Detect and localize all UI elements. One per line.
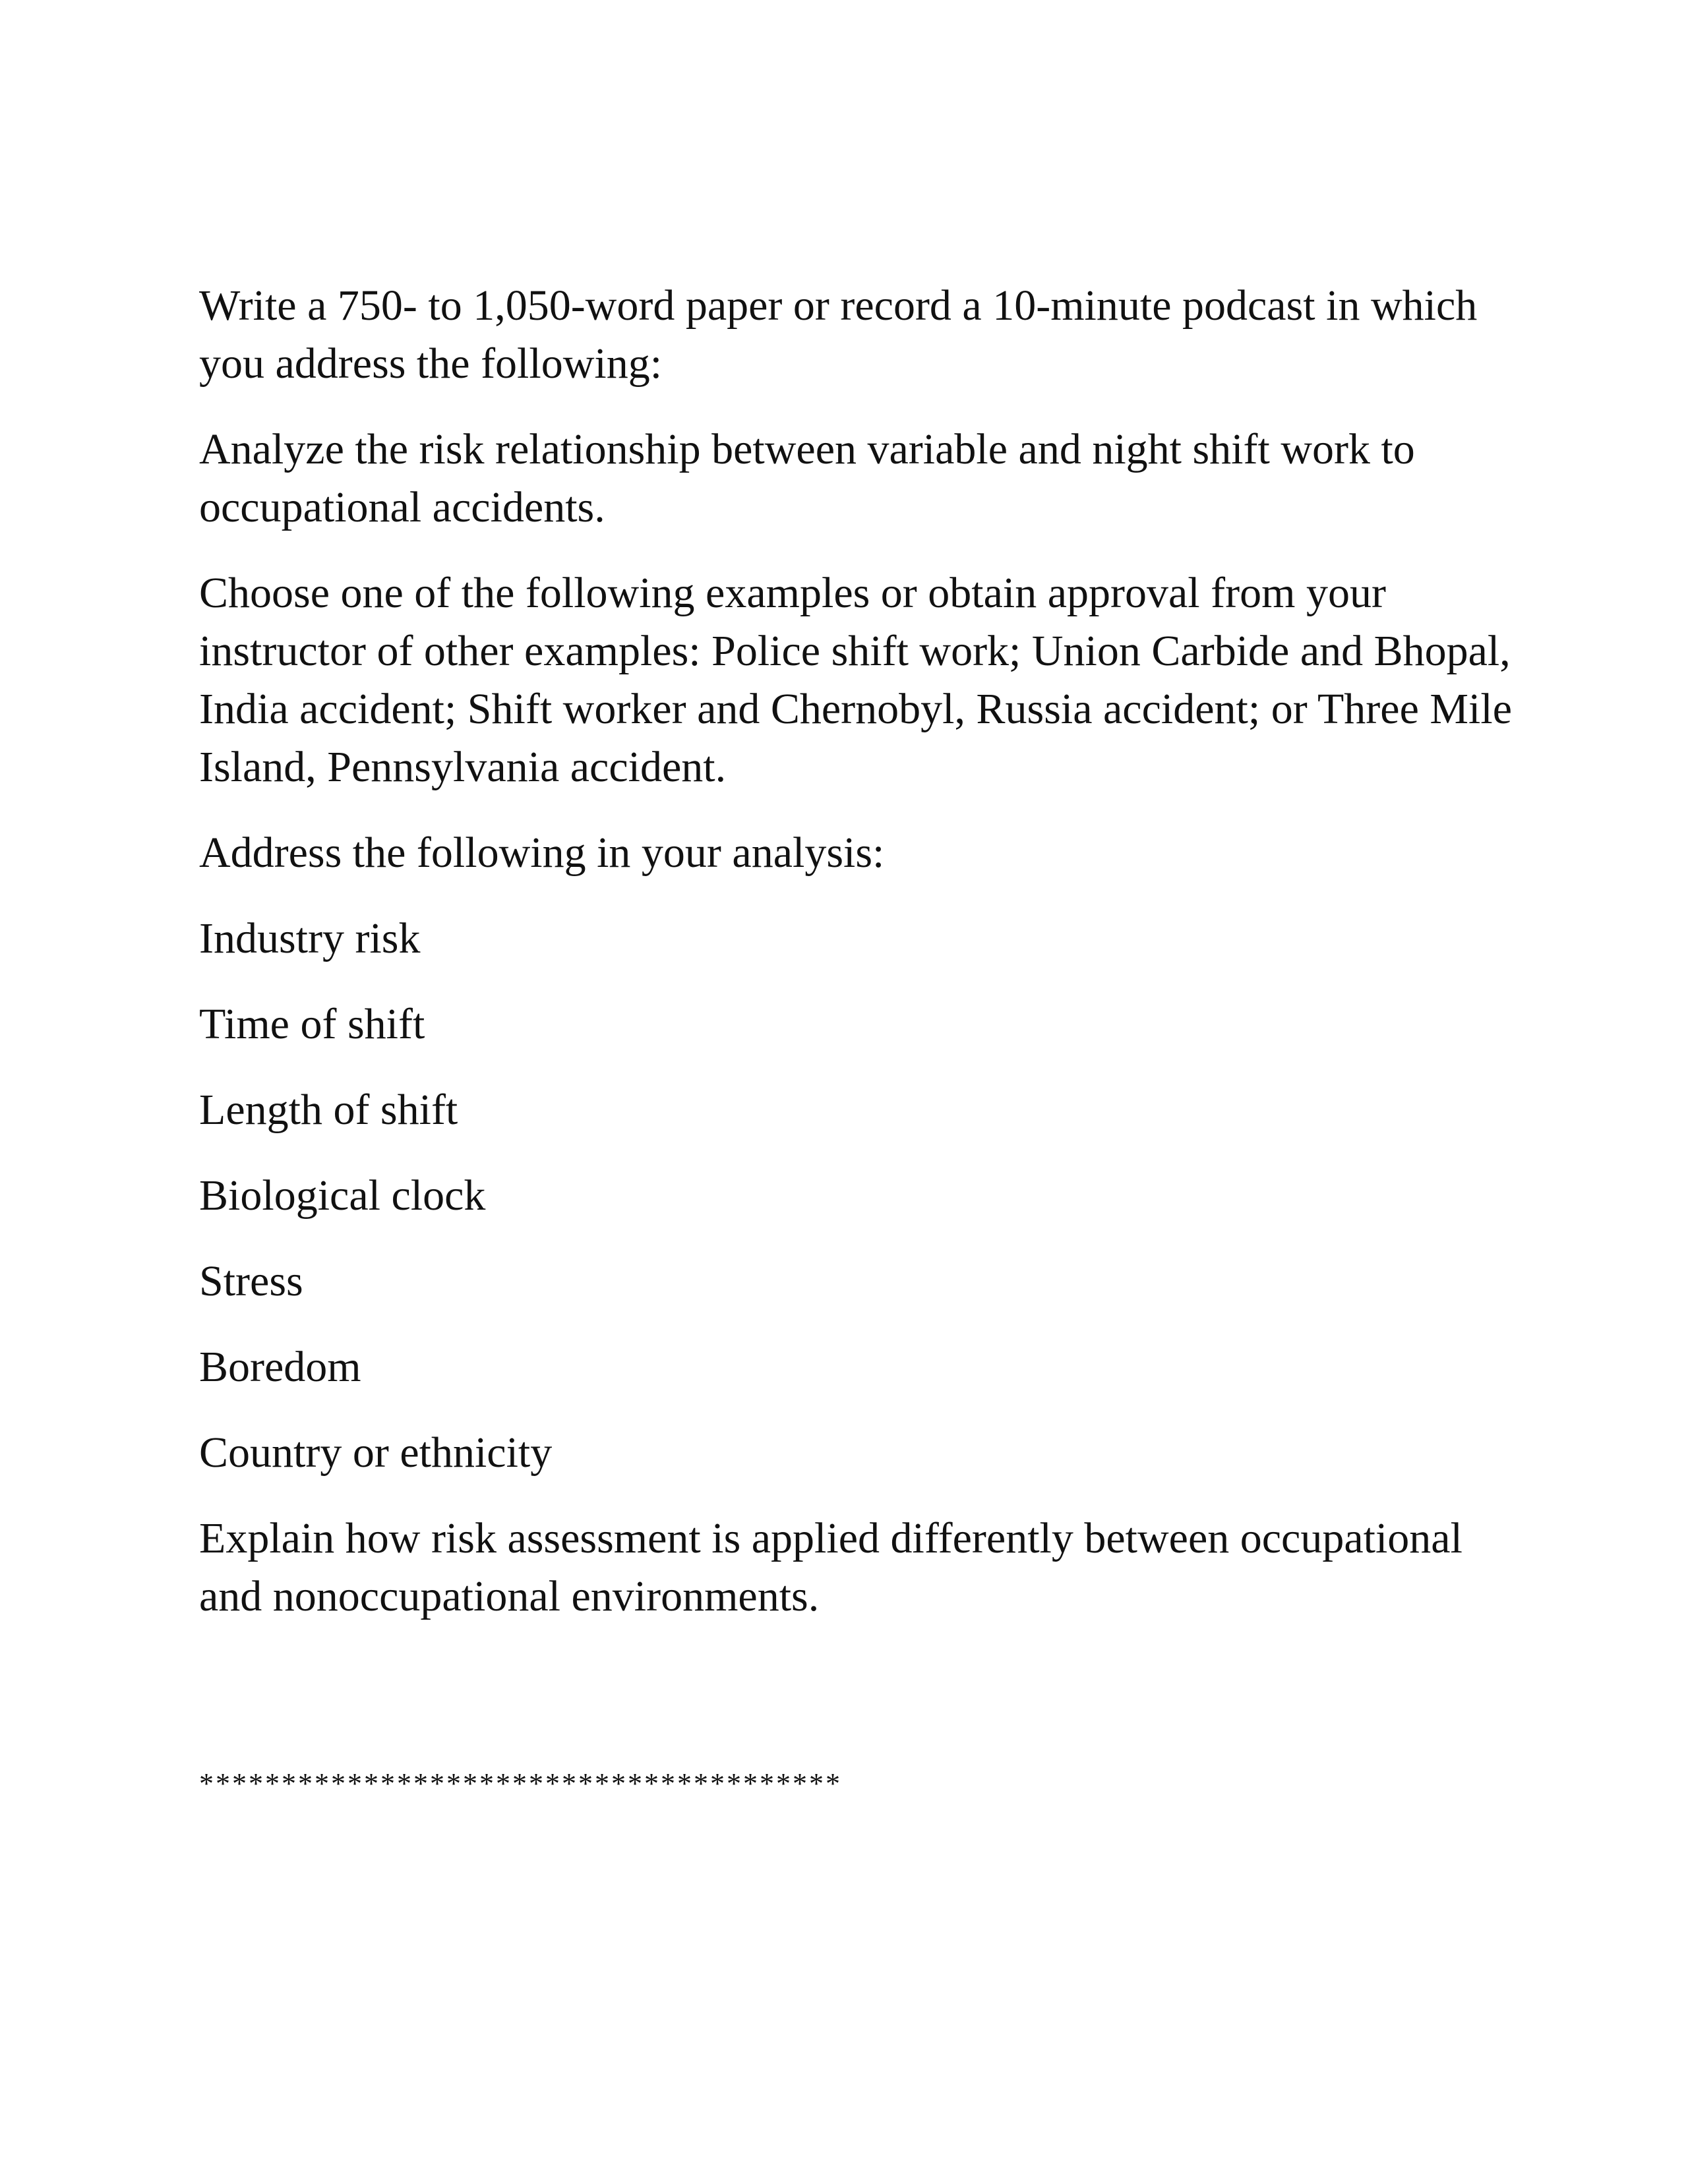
analyze-paragraph: Analyze the risk relationship between variable and night shift work to occupational accidents. <box>199 425 1415 531</box>
list-item: Boredom <box>199 1343 361 1391</box>
intro-paragraph: Write a 750- to 1,050-word paper or record a 10-minute podcast in which you address the following: <box>199 281 1478 388</box>
list-item: Stress <box>199 1257 303 1305</box>
list-item: Length of shift <box>199 1086 458 1134</box>
explain-paragraph: Explain how risk assessment is applied differently between occupational and nonoccupational environments. <box>199 1514 1462 1620</box>
list-item: Biological clock <box>199 1171 486 1220</box>
examples-paragraph: Choose one of the following examples or obtain approval from your instructor of other examples: Police shift work; Union Carbide and Bhopal, India accident; Shift worker and Chernobyl, Russia accident; or Three Mile Island, Pennsylvania accident. <box>199 569 1513 791</box>
assignment-text <box>199 277 1518 1653</box>
list-item: Industry risk <box>199 914 421 962</box>
analysis-heading: Address the following in your analysis: <box>199 829 885 877</box>
list-item: Country or ethnicity <box>199 1429 553 1477</box>
list-item: Time of shift <box>199 1000 425 1048</box>
separator-line: *************************************** <box>199 1767 842 1800</box>
